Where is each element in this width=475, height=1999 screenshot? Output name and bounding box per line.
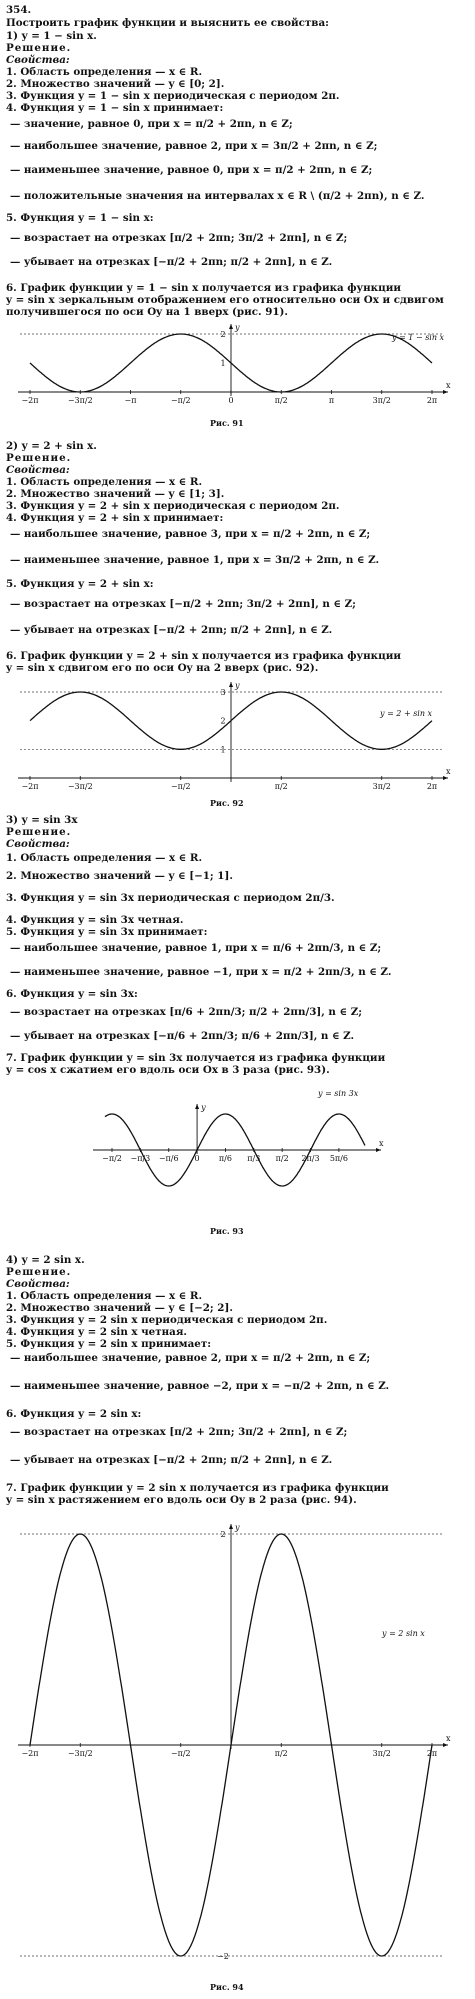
s2-title: 2) y = 2 + sin x. [6,440,97,452]
y-axis-label: y [235,323,240,332]
x-axis-arrow [443,390,448,394]
x-tick-label: π/2 [274,782,288,791]
x-axis-label: x [446,381,451,390]
s2-line: — наибольшее значение, равное 3, при x = π/2 + 2πn, n ∈ Z; [10,528,371,540]
s2-solution-label: Решение. [6,452,72,464]
s4-line: — наибольшее значение, равное 2, при x = π/2 + 2πn, n ∈ Z; [10,1352,371,1364]
s4-line: 4. Функция y = 2 sin x четная. [6,1326,188,1338]
figure-caption: Рис. 91 [210,418,244,428]
graph-fig-92 [0,680,475,796]
y-tick-label: 3 [220,688,226,697]
x-tick-label: −π/2 [102,1154,122,1163]
s1-line: — убывает на отрезках [−π/2 + 2πn; π/2 + 2πn], n ∈ Z. [10,256,333,268]
graph-fig-91 [0,322,475,414]
x-tick-label: −π/6 [158,1154,179,1163]
y-tick-label: 2 [220,330,226,339]
s1-line: 4. Функция y = 1 − sin x принимает: [6,102,224,114]
x-tick-label: −3π/2 [67,1749,93,1758]
x-tick-label: −3π/2 [67,396,93,405]
x-axis-arrow [443,776,448,780]
s1-line: — наименьшее значение, равное 0, при x = π/2 + 2πn, n ∈ Z; [10,164,373,176]
series-label: y = 1 − sin x [392,333,445,342]
x-tick-label: π/2 [275,1154,289,1163]
x-tick-label: 2π/3 [301,1154,320,1163]
s4-line: — наименьшее значение, равное −2, при x = −π/2 + 2πn, n ∈ Z. [10,1380,390,1392]
x-tick-label: 3π/2 [372,396,391,405]
x-tick-label: 3π/2 [372,782,391,791]
s2-line: — убывает на отрезках [−π/2 + 2πn; π/2 + 2πn], n ∈ Z. [10,624,333,636]
s2-line: y = sin x сдвигом его по оси Oy на 2 вверх (рис. 92). [6,662,319,674]
s4-line: 1. Область определения — x ∈ R. [6,1290,203,1302]
x-tick-label: −2π [21,782,39,791]
s4-line: 5. Функция y = 2 sin x принимает: [6,1338,212,1350]
s3-line: 1. Область определения — x ∈ R. [6,852,203,864]
x-axis-label: x [446,767,451,776]
s4-line: 7. График функции y = 2 sin x получается из графика функции [6,1482,389,1494]
s4-line: — убывает на отрезках [−π/2 + 2πn; π/2 + 2πn], n ∈ Z. [10,1454,333,1466]
s3-line: 2. Множество значений — y ∈ [−1; 1]. [6,870,233,882]
s1-line: получившегося по оси Oy на 1 вверх (рис. 91). [6,306,288,318]
x-tick-label: π/2 [274,1749,288,1758]
s1-line: — возрастает на отрезках [π/2 + 2πn; 3π/2 + 2πn], n ∈ Z; [10,232,348,244]
s2-line: 5. Функция y = 2 + sin x: [6,578,154,590]
y-axis-label: y [235,1523,240,1532]
s1-line: 2. Множество значений — y ∈ [0; 2]. [6,78,225,90]
s1-line: — положительные значения на интервалах x ∈ R \ (π/2 + 2πn), n ∈ Z. [10,190,425,202]
s4-line: y = sin x растяжением его вдоль оси Oy в 2 раза (рис. 94). [6,1494,357,1506]
figure-caption: Рис. 92 [210,798,244,808]
x-tick-label: 0 [194,1154,200,1163]
s1-solution-label: Решение. [6,42,72,54]
s1-line: — наибольшее значение, равное 2, при x = 3π/2 + 2πn, n ∈ Z; [10,140,378,152]
s4-solution-label: Решение. [6,1266,72,1278]
y-tick-label: −2 [217,1952,229,1961]
s4-title: 4) y = 2 sin x. [6,1254,85,1266]
s2-line: 6. График функции y = 2 + sin x получается из графика функции [6,650,402,662]
s2-props-label: Свойства: [6,464,70,476]
x-tick-label: 3π/2 [372,1749,391,1758]
y-tick-label: 1 [220,359,226,368]
series-label: y = 2 + sin x [380,709,433,718]
s2-line: 4. Функция y = 2 + sin x принимает: [6,512,224,524]
s1-line: — значение, равное 0, при x = π/2 + 2πn, n ∈ Z; [10,118,293,130]
x-axis-arrow [376,1148,381,1152]
x-tick-label: 0 [228,396,234,405]
x-tick-label: −π/2 [170,782,191,791]
series-label: y = sin 3x [318,1089,359,1098]
s4-line: 6. Функция y = 2 sin x: [6,1408,142,1420]
y-tick-label: 2 [220,1530,226,1539]
x-axis-label: x [379,1139,384,1148]
y-axis-arrow [195,1104,199,1109]
s3-line: 3. Функция y = sin 3x периодическая с периодом 2π/3. [6,892,335,904]
y-axis-arrow [229,1524,233,1529]
s1-line: 5. Функция y = 1 − sin x: [6,212,154,224]
x-tick-label: π/6 [218,1154,232,1163]
graph-fig-93 [0,1082,475,1220]
s3-line: y = cos x сжатием его вдоль оси Ox в 3 раза (рис. 93). [6,1064,330,1076]
x-tick-label: −3π/2 [67,782,93,791]
s3-line: — наибольшее значение, равное 1, при x = π/6 + 2πn/3, n ∈ Z; [10,942,382,954]
s3-props-label: Свойства: [6,838,70,850]
s1-line: 3. Функция y = 1 − sin x периодическая с периодом 2π. [6,90,340,102]
s1-title: 1) y = 1 − sin x. [6,30,97,42]
s4-line: 3. Функция y = 2 sin x периодическая с периодом 2π. [6,1314,328,1326]
y-axis-arrow [229,324,233,329]
y-axis-arrow [229,682,233,687]
y-tick-label: 2 [220,716,226,726]
s3-line: — убывает на отрезках [−π/6 + 2πn/3; π/6 + 2πn/3], n ∈ Z. [10,1030,355,1042]
figure-caption: Рис. 94 [210,1982,244,1992]
x-tick-label: 2π [426,1749,438,1758]
x-tick-label: 2π [426,396,438,405]
y-axis-label: y [201,1103,206,1112]
x-tick-label: −π/2 [170,396,191,405]
s1-props-label: Свойства: [6,54,70,66]
s2-line: 2. Множество значений — y ∈ [1; 3]. [6,488,225,500]
y-axis-label: y [235,681,240,690]
s3-title: 3) y = sin 3x [6,814,78,826]
x-tick-label: π [328,396,335,405]
s1-line: y = sin x зеркальным отображением его относительно оси Ox и сдвигом [6,294,444,306]
s3-line: 4. Функция y = sin 3x четная. [6,914,184,926]
s2-line: — возрастает на отрезках [−π/2 + 2πn; 3π/2 + 2πn], n ∈ Z; [10,598,356,610]
s2-line: 1. Область определения — x ∈ R. [6,476,203,488]
s3-line: 7. График функции y = sin 3x получается из графика функции [6,1052,386,1064]
s3-line: — возрастает на отрезках [π/6 + 2πn/3; π/2 + 2πn/3], n ∈ Z; [10,1006,363,1018]
s2-line: 3. Функция y = 2 + sin x периодическая с периодом 2π. [6,500,340,512]
s2-line: — наименьшее значение, равное 1, при x = 3π/2 + 2πn, n ∈ Z. [10,554,380,566]
x-tick-label: −π/2 [170,1749,191,1758]
x-tick-label: 2π [426,782,438,791]
x-tick-label: π/2 [274,396,288,405]
graph-fig-94 [0,1516,475,1976]
x-tick-label: π/3 [247,1154,261,1163]
s4-line: 2. Множество значений — y ∈ [−2; 2]. [6,1302,233,1314]
y-tick-label: 1 [220,745,226,755]
s1-line: 6. График функции y = 1 − sin x получается из графика функции [6,282,402,294]
s3-line: 6. Функция y = sin 3x: [6,988,138,1000]
x-tick-label: −2π [21,1749,39,1758]
x-tick-label: −2π [21,396,39,405]
s3-solution-label: Решение. [6,826,72,838]
s1-line: 1. Область определения — x ∈ R. [6,66,203,78]
x-tick-label: −π [124,396,137,405]
s3-line: 5. Функция y = sin 3x принимает: [6,926,208,938]
series-label: y = 2 sin x [382,1629,425,1638]
figure-caption: Рис. 93 [210,1226,244,1236]
x-axis-label: x [446,1734,451,1743]
task-statement: Построить график функции и выяснить ее свойства: [6,17,329,29]
x-axis-arrow [443,1743,448,1747]
task-number: 354. [6,4,32,16]
s4-line: — возрастает на отрезках [π/2 + 2πn; 3π/2 + 2πn], n ∈ Z; [10,1426,348,1438]
x-tick-label: −π/3 [130,1154,151,1163]
s3-line: — наименьшее значение, равное −1, при x = π/2 + 2πn/3, n ∈ Z. [10,966,392,978]
s4-props-label: Свойства: [6,1278,70,1290]
x-tick-label: 5π/6 [329,1154,348,1163]
